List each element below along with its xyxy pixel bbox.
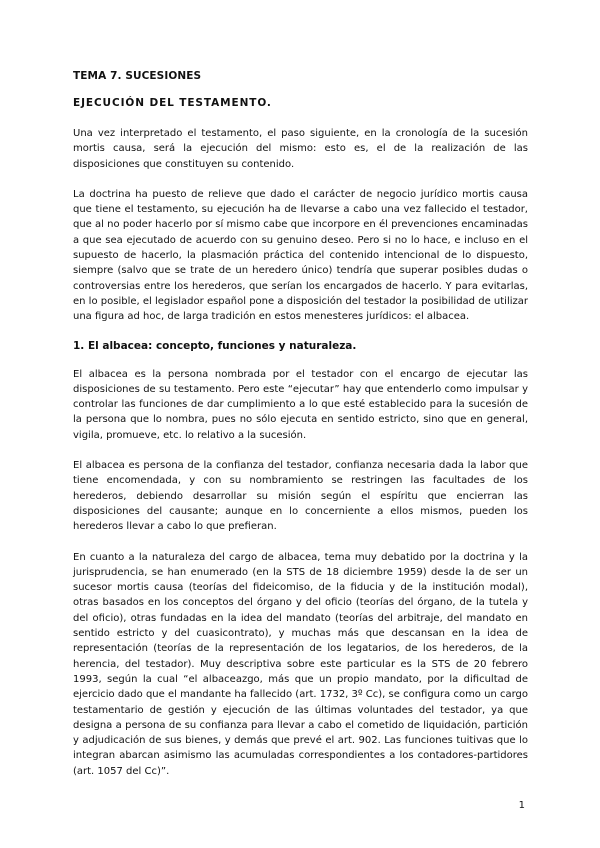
paragraph-intro: Una vez interpretado el testamento, el paso siguiente, en la cronología de la sucesión mortis causa, será la ejecución del mismo: esto es, el de la realización de las disposiciones que constituyen su contenido. — [73, 128, 528, 170]
page-title: EJECUCIÓN DEL TESTAMENTO. — [73, 97, 272, 109]
document-body — [73, 70, 528, 794]
paragraph-doctrine: La doctrina ha puesto de relieve que dado el carácter de negocio jurídico mortis causa que tiene el testamento, su ejecución ha de llevarse a cabo una vez fallecido el testador, que al no poder hacerlo por sí mismo cabe que incorpore en él prevenciones encaminadas a que sea ejecutado de acuerdo con su genuino deseo. Pero si no lo hace, e incluso en el supuesto de hacerlo, la plasmación práctica del contenido intencional de lo dispuesto, siempre (salvo que se trate de un heredero único) tendría que superar posibles dudas o controversias entre los herederos, que serían los encargados de hacerlo. Y para evitarlas, en lo posible, el legislador español pone a disposición del testador la posibilidad de utilizar una figura ad hoc, de larga tradición en estos menesteres jurídicos: el albacea. — [73, 188, 528, 323]
topic-heading: TEMA 7. SUCESIONES — [73, 70, 202, 82]
page-number: 1 — [518, 800, 525, 811]
paragraph-albacea-confianza: El albacea es persona de la confianza del testador, confianza necesaria dada la labor que tiene encomendada, y con su nombramiento se restringen las facultades de los herederos, debiendo desarrollar su misión según el espíritu que encierran las disposiciones del causante; aunque en lo concerniente a ellos mismos, pueden los herederos llevar a cabo lo que prefieran. — [73, 460, 528, 533]
paragraph-albacea-naturaleza: En cuanto a la naturaleza del cargo de albacea, tema muy debatido por la doctrina y la jurisprudencia, se han enumerado (en la STS de 18 diciembre 1959) desde la de ser un sucesor mortis causa (teorías del fideicomiso, de la fiducia y de la institución modal), otras basados en los conceptos del órgano y del oficio (teorías del órgano, de la tutela y del oficio), otras fundadas en la idea del mandato (teorías del arbitraje, del mandato en sentido estricto y del cuasicontrato), y muchas más que descansan en la idea de representación (teorías de la representación de los legatarios, de los herederos, de la herencia, del testador). Muy descriptiva sobre este particular es la STS de 20 febrero 1993, según la cual “el albaceazgo, más que un propio mandato, por la dificultad de ejercicio dado que el mandante ha fallecido (art. 1732, 3º Cc), se configura como un cargo testamentario de gestión y ejecución de las últimas voluntades del testador, ya que designa a persona de su confianza para llevar a cabo el cometido de liquidación, partición y adjudicación de sus bienes, y demás que prevé el art. 902. Las funciones tuitivas que lo integran abarcan asimismo las acumuladas correspondientes a los contadores-partidores (art. 1057 del Cc)”. — [73, 551, 528, 777]
paragraph-albacea-definition: El albacea es la persona nombrada por el testador con el encargo de ejecutar las disposiciones de su testamento. Pero este “ejecutar” hay que entenderlo como impulsar y controlar las funciones de dar cumplimiento a lo que esté establecido para la sucesión de la persona que lo nombra, pues no sólo ejecuta en sentido estricto, sino que en general, vigila, promueve, etc. lo relativo a la sucesión. — [73, 368, 528, 441]
section-heading-albacea: 1. El albacea: concepto, funciones y naturaleza. — [73, 339, 357, 352]
